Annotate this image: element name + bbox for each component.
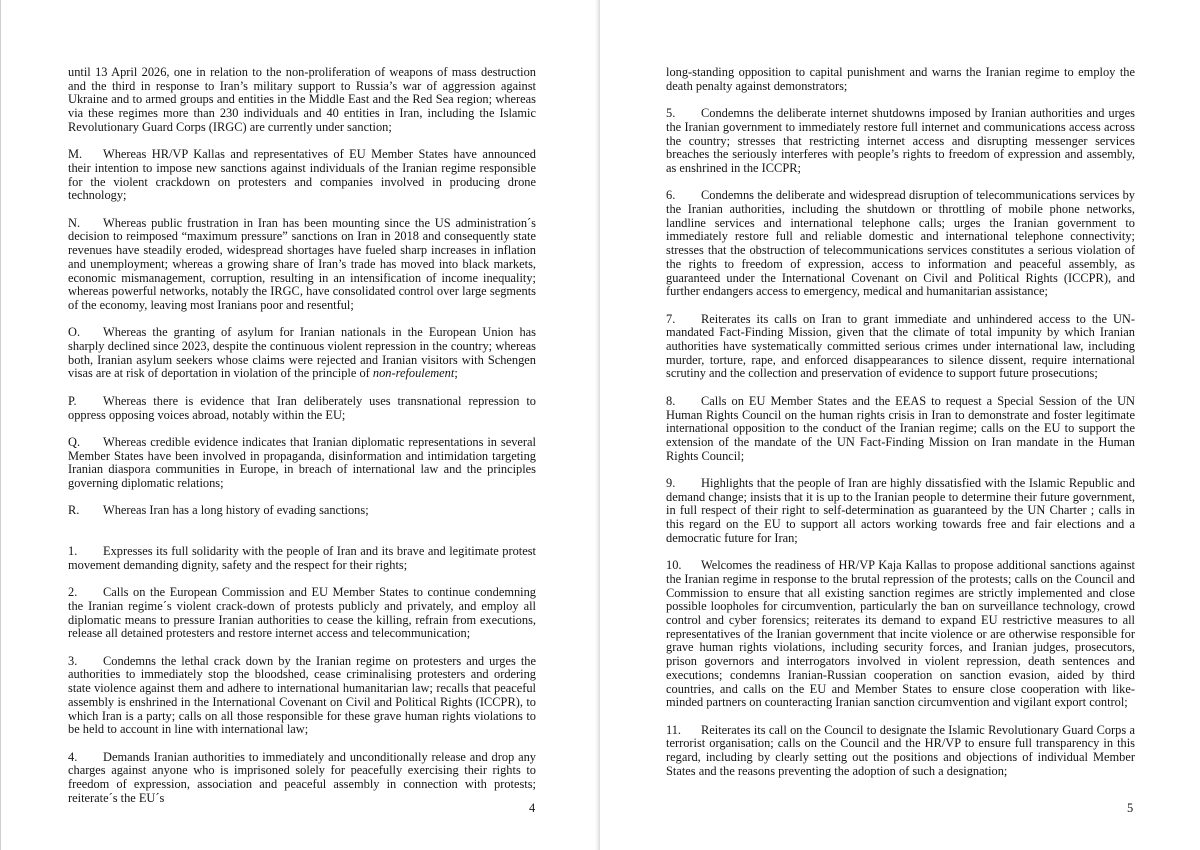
page-5-body: [666, 66, 1135, 792]
recital-label: O.: [68, 325, 81, 340]
recital-label: Q.: [68, 434, 81, 449]
clause-label: 6.: [666, 188, 676, 203]
recital-text: Whereas the granting of asylum for Iranian nationals in the European Union has sharply declined since 2023, despite the continuous violent repression in the country; whereas both, Iranian asylum seekers whose claims were rejected and Iranian visitors with Schengen visas are at risk of deportation in violation of the principle of: [68, 325, 536, 381]
clause-8: [666, 395, 1135, 464]
page-4-body: [68, 66, 536, 819]
page-number: 5: [1127, 801, 1134, 815]
recital-text: Whereas public frustration in Iran has been mounting since the US administration´s decision to reimposed “maximum pressure” sanctions on Iran in 2018 and consequently state revenues have steadily eroded, widespread shortages have fueled sharp increases in inflation and unemployment; whereas a growing share of Iran’s trade has moved into black markets, economic mismanagement, corruption, resulting in an intensification of income inequality; whereas powerful networks, notably the IRGC, have consolidated control over large segments of the economy, leaving most Iranians poor and resentful;: [68, 215, 536, 312]
clause-label: 1.: [68, 544, 78, 559]
clause-text: Highlights that the people of Iran are highly dissatisfied with the Islamic Republic and demand change; insists that it is up to the Iranian people to determine their future government, in full respect of their right to self-determination as guaranteed by the UN Charter ; calls in this regard on the EU to support all actors working towards free and fair elections and a democratic future for Iran;: [666, 476, 1135, 545]
clause-label: 11.: [666, 722, 682, 737]
clause-text: Expresses its full solidarity with the people of Iran and its brave and legitimate protest movement demanding dignity, safety and the respect for their rights;: [68, 544, 536, 572]
continued-paragraph: [666, 66, 1135, 93]
clause-text: Demands Iranian authorities to immediately and unconditionally release and drop any charges against anyone who is imprisoned solely for peacefully exercising their rights to freedom of expression, association and peaceful assembly in connection with protests; reiterate´s the EU´s: [68, 749, 536, 805]
clause-text: Calls on EU Member States and the EEAS to request a Special Session of the UN Human Rights Council on the human rights crisis in Iran to demonstrate and foster legitimate international opposition to the conduct of the Iranian regime; calls on the EU to support the extension of the mandate of the UN Fact-Finding Mission on Iran mandate in the Human Rights Council;: [666, 393, 1135, 463]
clause-5: [666, 107, 1135, 176]
clause-text: Welcomes the readiness of HR/VP Kaja Kallas to propose additional sanctions against the Iranian regime in response to the brutal repression of the protests; calls on the Council and Commission to ensure that all existing sanction regimes are strictly implemented and close possible loopholes for circumvention, particularly the ban on surveillance technology, crowd control and cyber forensics; reiterates its demand to expand EU restrictive measures to all representatives of the Iranian government that incite violence or are otherwise responsible for grave human rights violations, including security forces, and Iranian judges, prosecutors, prison governors and interrogators involved in violent repression, death sentences and executions; condemns Iranian-Russian cooperation on sanction evasion, aided by third countries, and calls on the EU and Member States to ensure close cooperation with like-minded partners on counteracting Iranian sanction circumvention and vigilant export control;: [666, 558, 1135, 710]
page-number: 4: [529, 801, 536, 815]
clause-label: 10.: [666, 558, 682, 573]
clause-label: 5.: [666, 106, 676, 121]
clause-7: [666, 313, 1135, 382]
recital-label: P.: [68, 393, 77, 408]
recital-r: [68, 504, 536, 518]
clause-3: [68, 655, 536, 737]
recital-label: M.: [68, 147, 83, 162]
recital-text: Whereas HR/VP Kallas and representatives of EU Member States have announced their intention to impose new sanctions against individuals of the Iranian regime responsible for the violent crackdown on protesters and companies involved in producing drone technology;: [68, 147, 536, 203]
recital-text: Whereas there is evidence that Iran deliberately uses transnational repression to oppress opposing voices abroad, notably within the EU;: [68, 393, 536, 422]
clause-4: [68, 751, 536, 806]
paragraph-text: long-standing opposition to capital punishment and warns the Iranian regime to employ the death penalty against demonstrators;: [666, 65, 1135, 93]
recital-m: [68, 148, 536, 203]
recital-label: R.: [68, 503, 80, 518]
clause-label: 7.: [666, 311, 676, 326]
clause-label: 8.: [666, 393, 676, 408]
clause-11: [666, 724, 1135, 779]
recital-o: [68, 326, 536, 381]
clause-2: [68, 586, 536, 641]
recital-text: Whereas Iran has a long history of evading sanctions;: [103, 503, 369, 518]
continued-paragraph: [68, 66, 536, 135]
clause-text: Reiterates its call on the Council to designate the Islamic Revolutionary Guard Corps a terrorist organisation; calls on the Council and the HR/VP to ensure full transparency in this regard, including by clearly setting out the positions and objections of individual Member States and the reasons preventing the adoption of such a designation;: [666, 722, 1135, 778]
clause-9: [666, 477, 1135, 546]
clause-label: 9.: [666, 476, 676, 491]
clause-6: [666, 189, 1135, 299]
page-5: [600, 0, 1200, 850]
clause-label: 2.: [68, 585, 78, 600]
recital-p: [68, 395, 536, 422]
clause-text: Calls on the European Commission and EU Member States to continue condemning the Iranian regime´s violent crack-down of protests publicly and privately, and employ all diplomatic means to pressure Iranian authorities to cease the killing, refrain from executions, release all detained protesters and restore internet access and telecommunication;: [68, 585, 536, 641]
page-4: [0, 0, 597, 850]
recital-q: [68, 436, 536, 491]
clause-10: [666, 559, 1135, 710]
clause-label: 3.: [68, 653, 78, 668]
clause-text: Condemns the deliberate and widespread disruption of telecommunications services by the Iranian authorities, including the shutdown or throttling of mobile phone networks, landline services and international telephone calls; urges the Iranian government to immediately restore full and reliable domestic and international telephone connectivity; stresses that the obstruction of telecommunications services constitutes a serious violation of the rights to freedom of expression, access to information and peaceful assembly, as guaranteed under the International Covenant on Civil and Political Rights (ICCPR), and further endangers access to emergency, medical and humanitarian assistance;: [666, 188, 1135, 299]
clause-text: Condemns the lethal crack down by the Iranian regime on protesters and urges the authorities to immediately stop the bloodshed, cease criminalising protesters and ordering state violence against them and adhere to international humanitarian law; recalls that peaceful assembly is enshrined in the International Covenant on Civil and Political Rights (ICCPR), to which Iran is a party; calls on all those responsible for these grave human rights violations to be held to account in line with international law;: [68, 653, 536, 737]
recital-text: Whereas credible evidence indicates that Iranian diplomatic representations in several Member States have been involved in propaganda, disinformation and intimidation targeting Iranian diaspora communities in Europe, in breach of international law and the principles governing diplomatic relations;: [68, 434, 536, 491]
recital-text-end: ;: [454, 366, 458, 381]
clause-text: Condemns the deliberate internet shutdowns imposed by Iranian authorities and urges the Iranian government to immediately restore full internet and communications access across the country; stresses that restricting internet access and disrupting messenger services breaches the seriously interferes with people’s rights to freedom of expression and assembly, as enshrined in the ICCPR;: [666, 106, 1135, 175]
paragraph-text: until 13 April 2026, one in relation to the non-proliferation of weapons of mass destruction and the third in response to Iran’s military support to Russia’s war of aggression against Ukraine and to armed groups and entities in the Middle East and the Red Sea region; whereas via these regimes more than 230 individuals and 40 entities in Iran, including the Islamic Revolutionary Guard Corps (IRGC) are currently under sanction;: [68, 65, 536, 134]
clause-1: [68, 545, 536, 572]
recital-n: [68, 217, 536, 313]
recital-label: N.: [68, 215, 81, 230]
clause-text: Reiterates its calls on Iran to grant immediate and unhindered access to the UN-mandated Fact-Finding Mission, given that the climate of total impunity by which Iranian authorities have systematically committed serious crimes under international law, including murder, torture, rape, and enforced disappearances to silence dissent, require international scrutiny and the collection and preservation of evidence to support future prosecutions;: [666, 311, 1135, 381]
clause-label: 4.: [68, 749, 78, 764]
recital-italic-term: non-refoulement: [372, 366, 455, 381]
